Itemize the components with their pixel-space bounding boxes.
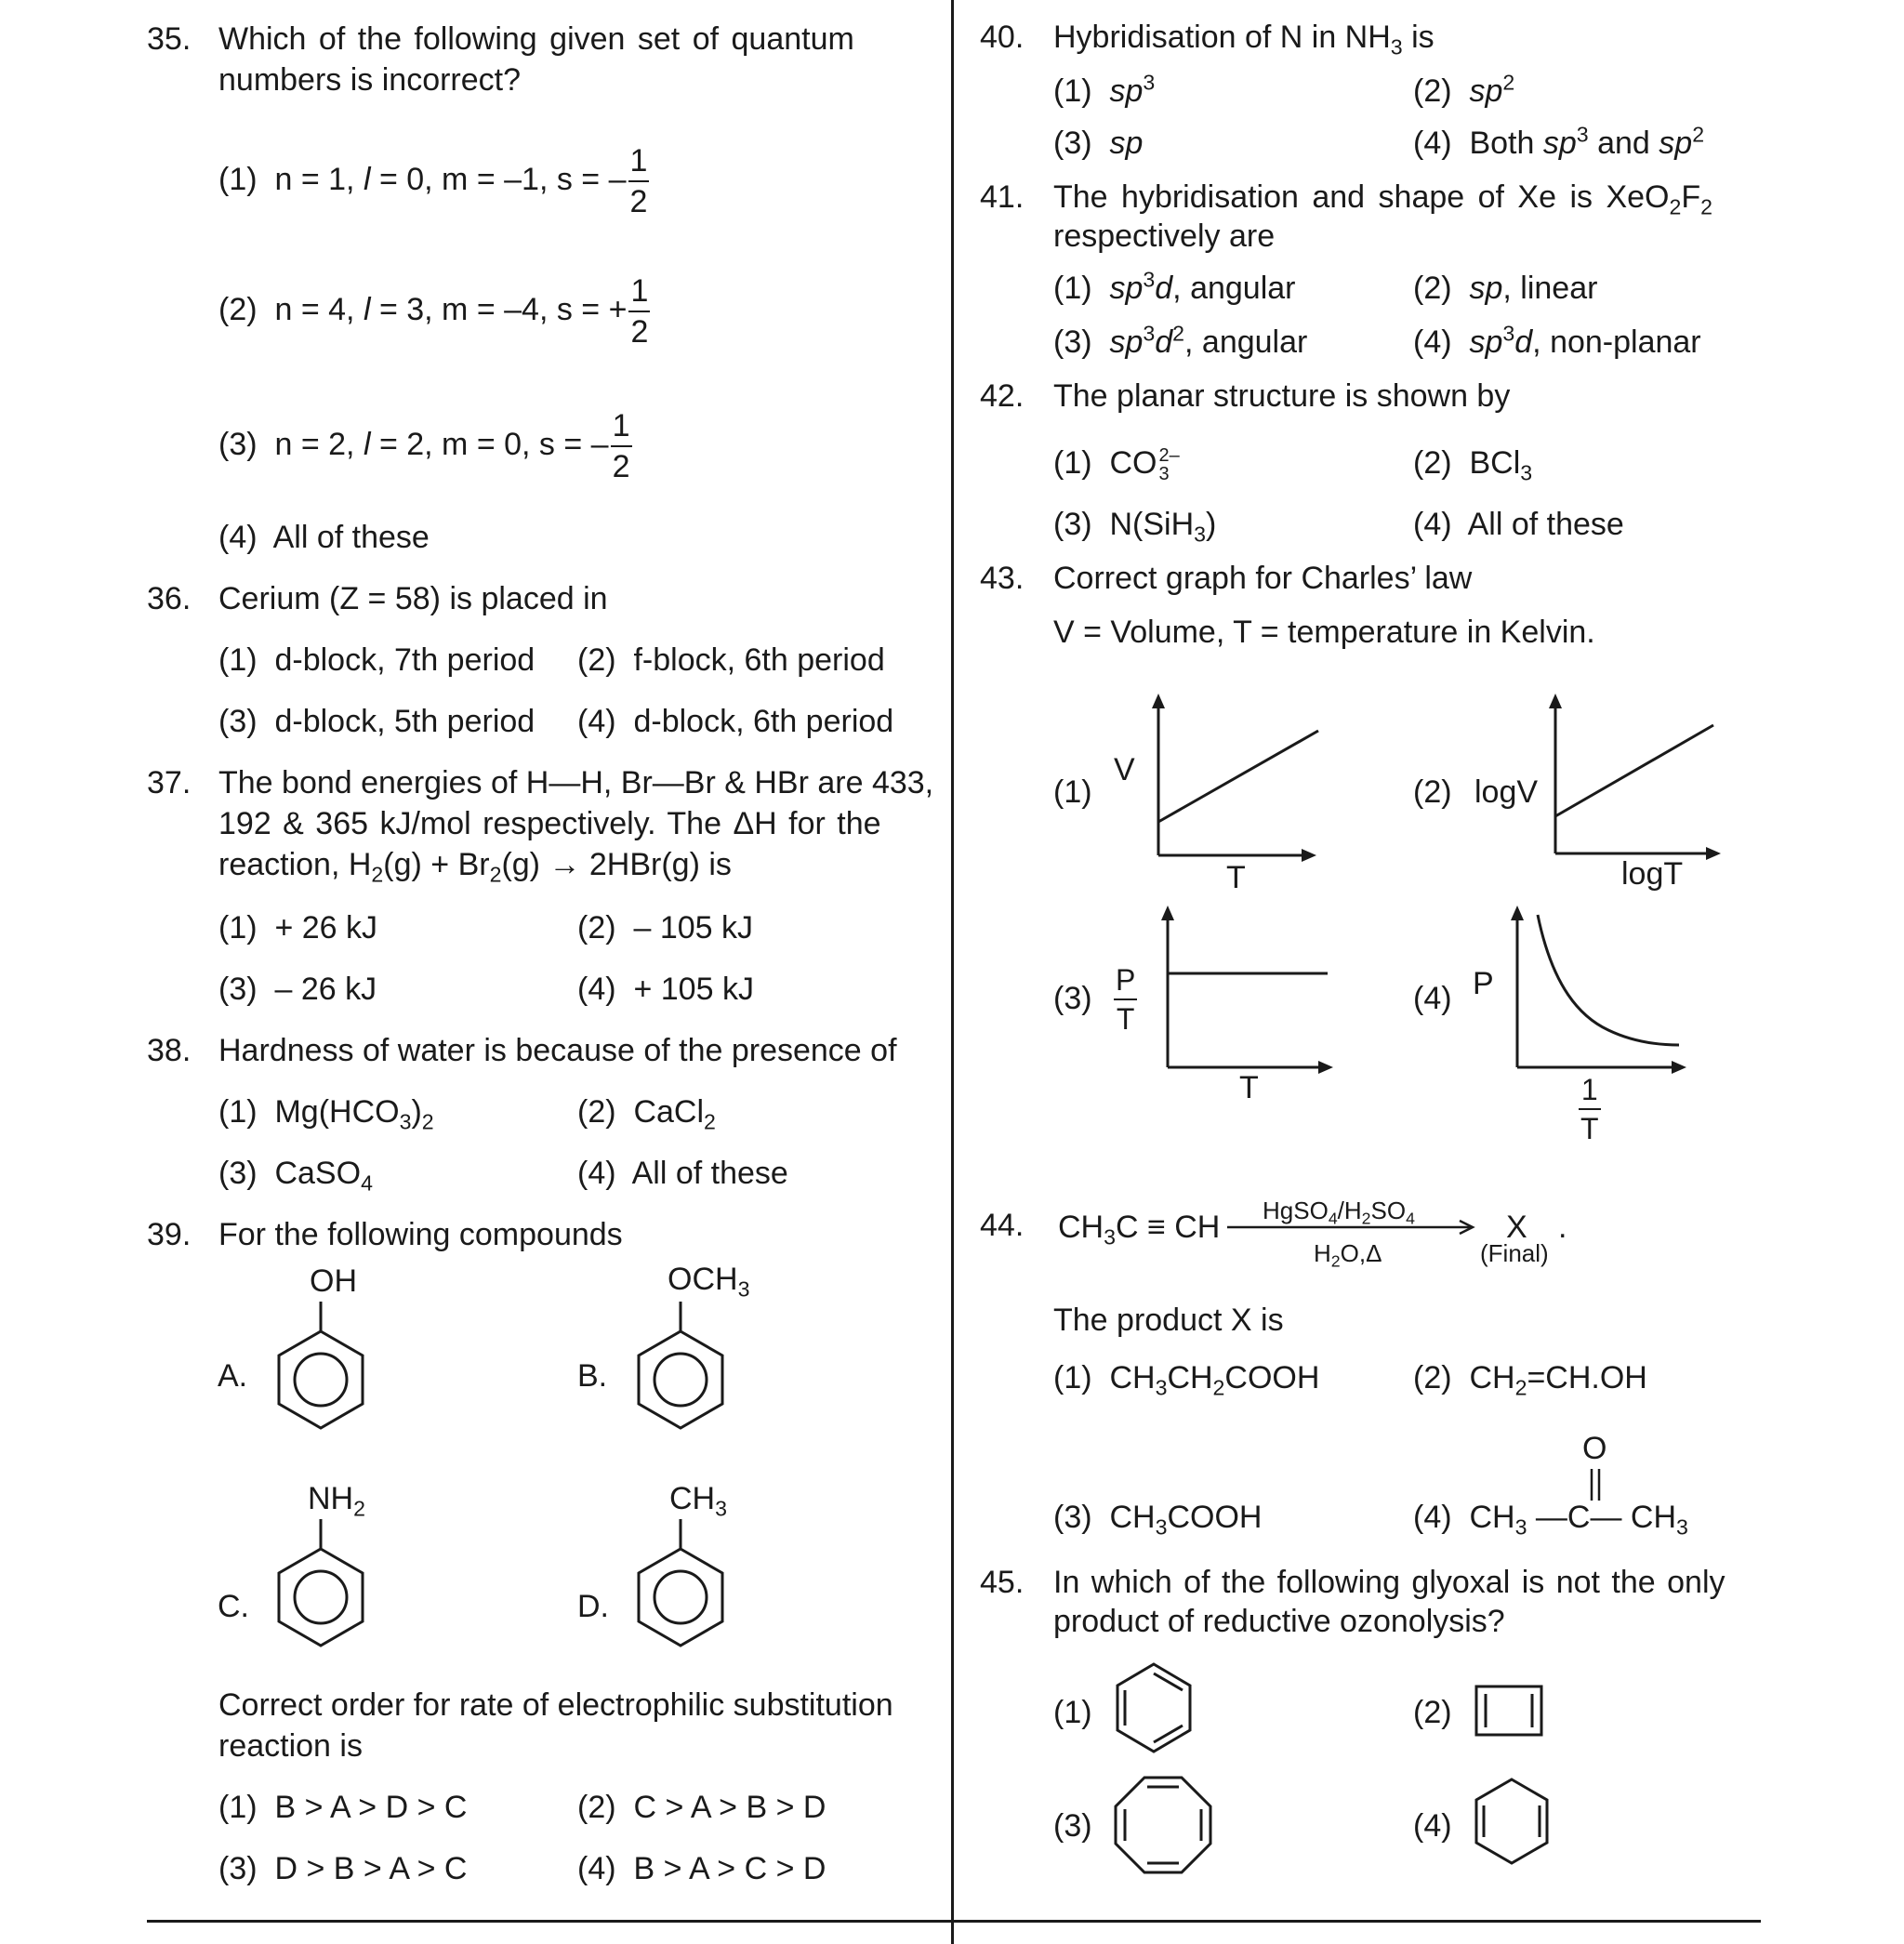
benzene-ring-d-icon	[629, 1519, 732, 1649]
q37-number: 37.	[147, 765, 192, 800]
q45-cyclooctatetraene-structure-icon	[1112, 1774, 1214, 1876]
q45-option-3-label[interactable]: (3)	[1053, 1808, 1092, 1844]
q38-option-4[interactable]: (4) All of these	[577, 1156, 788, 1191]
q37-option-3[interactable]: (3) – 26 kJ	[218, 972, 377, 1007]
q42-option-3[interactable]: (3) N(SiH$_3$)	[1053, 507, 1217, 547]
q37-line1: The bond energies of H—H, Br—Br & HBr are 433,	[218, 765, 934, 800]
q44-option-2[interactable]: (2) $CH_2=CH.OH$	[1413, 1360, 1647, 1400]
q39-question-line2: reaction is	[218, 1728, 363, 1764]
compound-c-substituent: $NH_2$	[308, 1481, 365, 1521]
q44-option-1[interactable]: (1) $CH_3CH_2COOH$	[1053, 1360, 1320, 1400]
q43-text: Correct graph for Charles’ law	[1053, 561, 1473, 596]
benzene-ring-c-icon	[270, 1519, 372, 1649]
q44-reaction-arrow-icon	[1227, 1218, 1478, 1236]
footer-rule-left	[147, 1920, 952, 1923]
q44-option-3[interactable]: (3) $CH_3COOH$	[1053, 1500, 1263, 1540]
q43-text-line2: V = Volume, T = temperature in Kelvin.	[1053, 615, 1595, 650]
compound-b-label: B.	[577, 1358, 608, 1394]
q35-o1-fraction: $\frac{1}{2}$	[629, 143, 648, 219]
q42-option-4[interactable]: (4) All of these	[1413, 507, 1624, 542]
q40-option-2[interactable]: (2) $sp^2$	[1413, 70, 1515, 109]
q36-text: Cerium (Z = 58) is placed in	[218, 581, 608, 616]
q39-option-1[interactable]: (1) B > A > D > C	[218, 1790, 468, 1825]
q35-option-1[interactable]: (1) n = 1, l = 0, m = –1, s = – $\frac{1}{2}$	[218, 143, 648, 219]
q38-option-3[interactable]: (3) CaSO$_4$	[218, 1156, 373, 1196]
q45-number: 45.	[980, 1565, 1025, 1600]
q44-period: .	[1558, 1210, 1567, 1245]
q43-graph2-xlabel: logT	[1621, 856, 1684, 892]
q44-text: The product X is	[1053, 1303, 1284, 1338]
q37-option-4[interactable]: (4) + 105 kJ	[577, 972, 754, 1007]
q43-graph1-label[interactable]: (1)	[1053, 774, 1092, 810]
q41-text-line1: The hybridisation and shape of Xe is $XeO_2F_2$	[1053, 179, 1712, 219]
q42-option-2[interactable]: (2) BCl$_3$	[1413, 445, 1533, 485]
q38-text: Hardness of water is because of the presence of	[218, 1033, 897, 1068]
q35-o2-fraction: $\frac{1}{2}$	[630, 273, 649, 350]
q45-text-line1: In which of the following glyoxal is not the only	[1053, 1565, 1726, 1600]
q41-option-3[interactable]: (3) $sp^3d^2$, angular	[1053, 321, 1308, 360]
q45-option-2-label[interactable]: (2)	[1413, 1695, 1452, 1730]
q37-line3: reaction, $H_2(g) + Br_2(g) \to 2HBr(g)$ is	[218, 847, 732, 887]
q39-question-line1: Correct order for rate of electrophilic substitution	[218, 1687, 893, 1723]
footer-rule-right	[954, 1920, 1761, 1923]
q45-option-4-label[interactable]: (4)	[1413, 1808, 1452, 1844]
compound-d-label: D.	[577, 1589, 609, 1624]
q43-graph3-label[interactable]: (3)	[1053, 981, 1092, 1016]
q36-option-3[interactable]: (3) d-block, 5th period	[218, 704, 536, 739]
compound-c-label: C.	[218, 1589, 249, 1624]
q45-option-1-label[interactable]: (1)	[1053, 1695, 1092, 1730]
q43-graph3-ylabel: $\frac{P}{T}$	[1116, 963, 1136, 1036]
q44-option-4[interactable]: (4) $CH_3$ —C— $CH_3$	[1413, 1500, 1688, 1540]
q39-option-3[interactable]: (3) D > B > A > C	[218, 1851, 468, 1886]
q45-text-line2: product of reductive ozonolysis?	[1053, 1604, 1505, 1639]
q35-o3-fraction: $\frac{1}{2}$	[612, 408, 630, 484]
q43-graph4-ylabel: P	[1473, 966, 1494, 1001]
q40-option-1[interactable]: (1) $sp^3$	[1053, 70, 1156, 109]
q37-option-2[interactable]: (2) – 105 kJ	[577, 910, 753, 946]
q39-option-2[interactable]: (2) C > A > B > D	[577, 1790, 826, 1825]
q44-number: 44.	[980, 1208, 1025, 1243]
q44-conditions: $H_2O,\Delta$	[1314, 1239, 1382, 1271]
q35-option-4[interactable]: (4) All of these	[218, 520, 430, 555]
q36-number: 36.	[147, 581, 192, 616]
q44-option4-carbonyl-oxygen: O	[1582, 1431, 1607, 1466]
q44-catalyst: $HgSO_4/H_2SO_4$	[1263, 1197, 1415, 1228]
compound-a-substituent: OH	[310, 1263, 357, 1299]
q43-graph2-ylabel: logV	[1474, 774, 1539, 810]
q35-text-line2: numbers is incorrect?	[218, 62, 522, 98]
q41-text-line2: respectively are	[1053, 218, 1276, 254]
q44-option4-double-bond	[1586, 1469, 1605, 1502]
q43-graph4-plot	[1506, 904, 1692, 1077]
q43-graph1-ylabel: V	[1114, 752, 1135, 787]
q40-number: 40.	[980, 20, 1025, 55]
q43-graph1-xlabel: T	[1226, 860, 1246, 895]
q40-option-3[interactable]: (3) sp	[1053, 126, 1144, 161]
q42-number: 42.	[980, 378, 1025, 414]
q36-option-1[interactable]: (1) d-block, 7th period	[218, 642, 536, 678]
q35-number: 35.	[147, 21, 192, 57]
q36-option-4[interactable]: (4) d-block, 6th period	[577, 704, 894, 739]
compound-d-substituent: $CH_3$	[669, 1481, 727, 1521]
compound-a-label: A.	[218, 1358, 248, 1394]
q43-graph2-label[interactable]: (2)	[1413, 774, 1452, 810]
q42-text: The planar structure is shown by	[1053, 378, 1511, 414]
q38-option-2[interactable]: (2) CaCl$_2$	[577, 1094, 716, 1134]
q40-option-4[interactable]: (4) Both $sp^3$ and $sp^2$	[1413, 122, 1705, 161]
q45-cyclobutadiene-structure-icon	[1473, 1683, 1545, 1739]
benzene-ring-b-icon	[629, 1302, 732, 1432]
q41-option-4[interactable]: (4) $sp^3d$, non-planar	[1413, 321, 1701, 360]
q42-option-1[interactable]: (1) CO 2– 3	[1053, 445, 1180, 485]
column-divider	[951, 0, 954, 1944]
q36-option-2[interactable]: (2) f-block, 6th period	[577, 642, 885, 678]
q44-product-note: (Final)	[1480, 1239, 1549, 1267]
q39-option-4[interactable]: (4) B > A > C > D	[577, 1851, 826, 1886]
q45-benzene-structure-icon	[1112, 1660, 1196, 1757]
q43-graph3-plot	[1153, 904, 1339, 1077]
q43-graph4-xlabel: $\frac{1}{T}$	[1580, 1073, 1599, 1145]
q35-option-2[interactable]: (2) n = 4, l = 3, m = –4, s = + $\frac{1}{2}$	[218, 273, 649, 350]
q43-graph4-label[interactable]: (4)	[1413, 981, 1452, 1016]
q38-number: 38.	[147, 1033, 192, 1068]
q43-graph3-xlabel: T	[1239, 1070, 1259, 1105]
q35-text-line1: Which of the following given set of quantum	[218, 21, 854, 57]
q43-graph1-plot	[1144, 692, 1320, 868]
q45-cyclohexadiene-structure-icon	[1473, 1776, 1551, 1869]
benzene-ring-a-icon	[270, 1302, 372, 1432]
q39-number: 39.	[147, 1217, 192, 1252]
q41-option-2[interactable]: (2) sp, linear	[1413, 271, 1598, 306]
q41-number: 41.	[980, 179, 1025, 215]
q40-text: Hybridisation of N in $NH_3$ is	[1053, 20, 1435, 60]
q44-reactant: $CH_3C$ ≡ CH	[1058, 1210, 1221, 1250]
q43-graph2-plot	[1540, 692, 1726, 868]
compound-b-substituent: $OCH_3$	[668, 1262, 750, 1302]
q35-option-3[interactable]: (3) n = 2, l = 2, m = 0, s = – $\frac{1}{2}$	[218, 408, 630, 484]
q37-line2: 192 & 365 kJ/mol respectively. The ΔH for the	[218, 806, 881, 841]
q38-option-1[interactable]: (1) $Mg(HCO_3)_2$	[218, 1094, 434, 1134]
q39-text: For the following compounds	[218, 1217, 623, 1252]
q41-option-1[interactable]: (1) $sp^3d$, angular	[1053, 267, 1296, 306]
q44-product: X	[1506, 1210, 1527, 1245]
q43-number: 43.	[980, 561, 1025, 596]
q37-option-1[interactable]: (1) + 26 kJ	[218, 910, 378, 946]
